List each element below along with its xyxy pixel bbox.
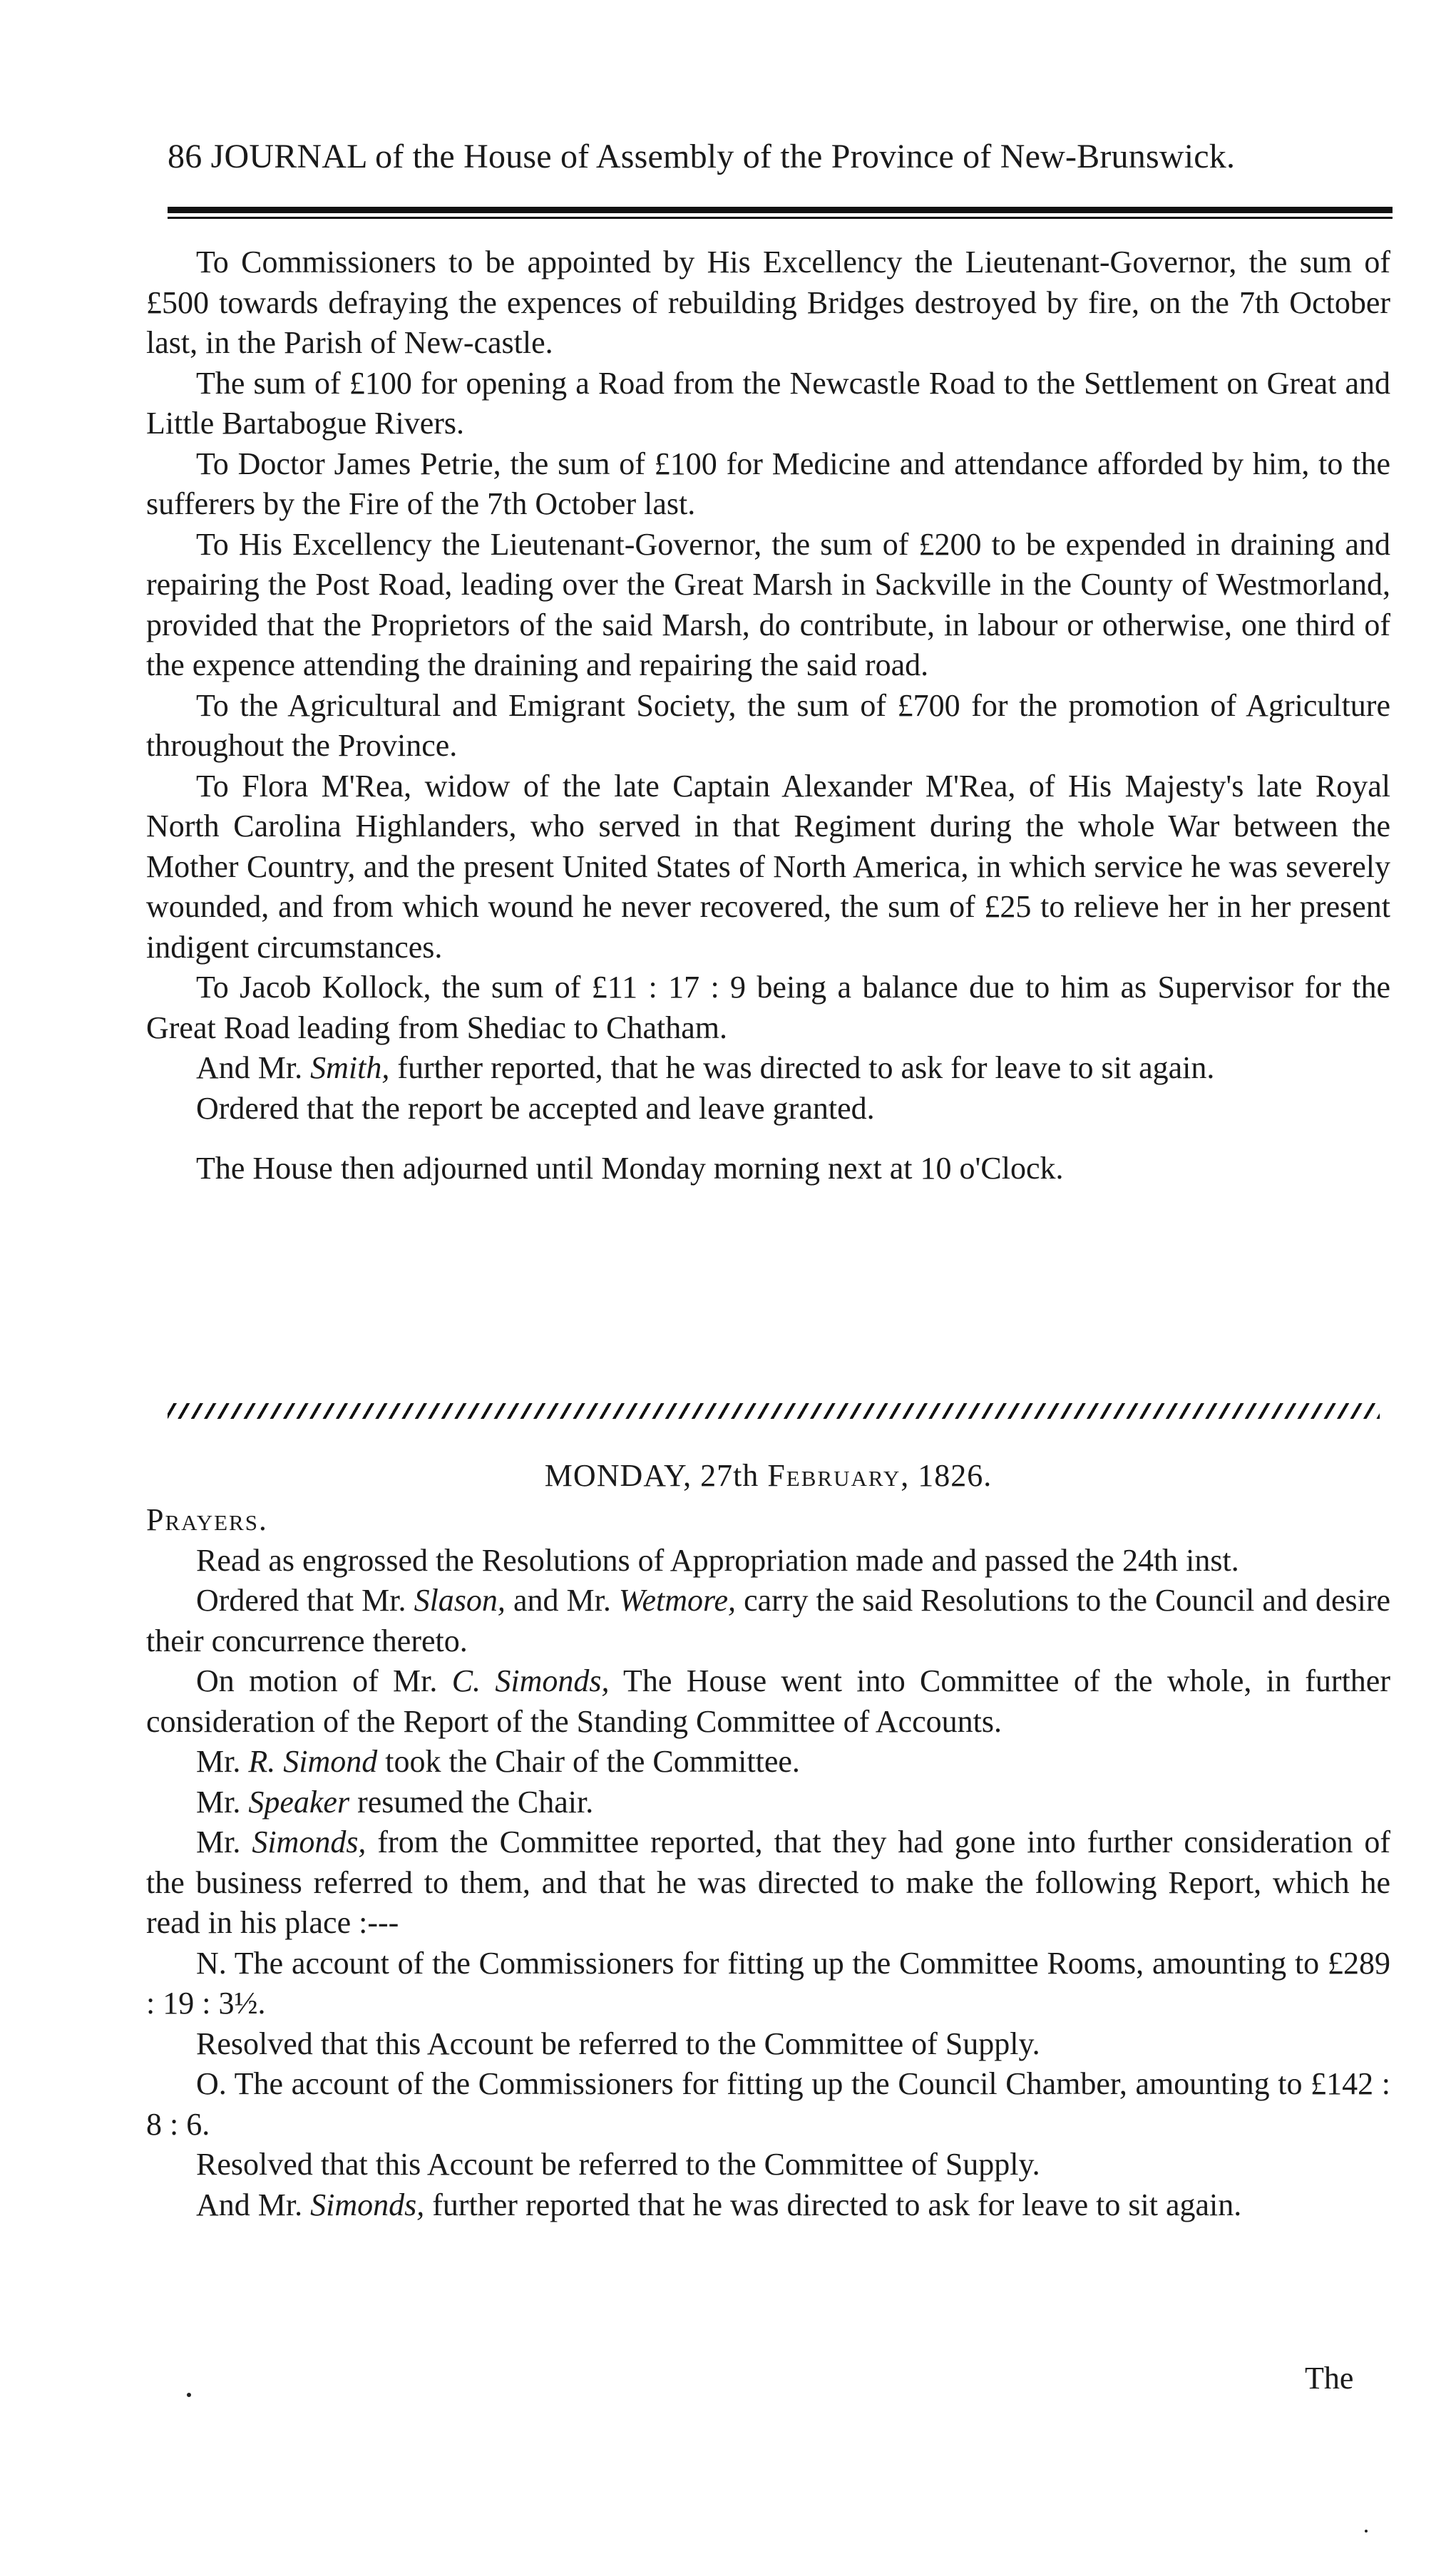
paragraph-post-road: To His Excellency the Lieutenant-Governor, the sum of £200 to be expended in draining and repairing the Post Road, leading over the Great Marsh in Sackville in the County of Westmorland, provided that the Proprietors of the said Marsh, do contribute, in labour or otherwise, one third of the expence attending the draining and repairing the said road. bbox=[146, 526, 1390, 682]
paragraph-doctor-petrie: To Doctor James Petrie, the sum of £100 for Medicine and attendance afforded by him, to the sufferers by the Fire of the 7th October last. bbox=[146, 446, 1390, 521]
member-name: Speaker bbox=[248, 1784, 350, 1820]
paragraph-ordered-accepted: Ordered that the report be accepted and leave granted. bbox=[196, 1090, 875, 1126]
paragraph-adjournment: The House then adjourned until Monday morning next at 10 o'Clock. bbox=[196, 1151, 1064, 1186]
member-name: Slason, bbox=[414, 1583, 506, 1618]
paragraph-chair: Mr. R. Simond took the Chair of the Committee. bbox=[196, 1744, 800, 1779]
catchword: The bbox=[1305, 2361, 1354, 2396]
paragraph-bartabogue-road: The sum of £100 for opening a Road from the Newcastle Road to the Settlement on Great and Little Bartabogue Rivers. bbox=[146, 365, 1390, 441]
paragraph-flora-mrea: To Flora M'Rea, widow of the late Captain Alexander M'Rea, of His Majesty's late Royal North Carolina Highlanders, who served in that Regiment during the whole War between the Mother Country, and the present United States of North America, in which service he was severely wounded, and from which wound he never recovered, the sum of £25 to relieve her in her present indigent circumstances. bbox=[146, 768, 1390, 965]
page-number: 86 bbox=[168, 138, 202, 175]
paragraph-motion: On motion of Mr. C. Simonds, The House went into Committee of the whole, in further consideration of the Report of the Standing Committee of Accounts. bbox=[146, 1663, 1390, 1739]
member-name: Simonds, bbox=[252, 1825, 366, 1859]
monday-proceedings bbox=[146, 1500, 1390, 2225]
date-heading: MONDAY, 27th February, 1826. bbox=[544, 1458, 993, 1493]
paragraph-read-engrossed: Read as engrossed the Resolutions of Appropriation made and passed the 24th inst. bbox=[196, 1542, 1239, 1578]
paragraph-item-o: O. The account of the Commissioners for fitting up the Council Chamber, amounting to £142 : 8 : 6. bbox=[146, 2066, 1390, 2142]
page-header bbox=[168, 135, 1394, 178]
ornamental-divider bbox=[168, 1403, 1380, 1419]
paragraph-bridges: To Commissioners to be appointed by His Excellency the Lieutenant-Governor, the sum of £500 towards defraying the expences of rebuilding Bridges destroyed by fire, on the 7th October last, in the Parish of New-castle. bbox=[146, 245, 1390, 360]
paragraph-jacob-kollock: To Jacob Kollock, the sum of £11 : 17 : 9 being a balance due to him as Supervisor for the Great Road leading from Shediac to Chatham. bbox=[146, 970, 1390, 1045]
ink-speck bbox=[187, 2393, 191, 2397]
paragraph-ordered-carry: Ordered that Mr. Slason, and Mr. Wetmore, carry the said Resolutions to the Council and desire their concurrence thereto. bbox=[146, 1583, 1390, 1658]
paragraph-speaker: Mr. Speaker resumed the Chair. bbox=[196, 1784, 594, 1820]
member-name: Smith, bbox=[310, 1050, 390, 1085]
running-title: JOURNAL of the House of Assembly of the Province of New-Brunswick. bbox=[210, 138, 1236, 175]
paragraph-resolved-o: Resolved that this Account be referred to the Committee of Supply. bbox=[196, 2147, 1040, 2182]
paragraph-smith-report: And Mr. Smith, further reported, that he was directed to ask for leave to sit again. bbox=[196, 1050, 1215, 1085]
paragraph-final-report: And Mr. Simonds, further reported that he was directed to ask for leave to sit again. bbox=[196, 2187, 1242, 2222]
member-name: Wetmore, bbox=[618, 1583, 737, 1618]
appropriations-section bbox=[146, 242, 1390, 1189]
member-name: C. Simonds, bbox=[451, 1663, 610, 1698]
member-name: Simonds, bbox=[310, 2187, 425, 2222]
ink-speck bbox=[1365, 2530, 1368, 2533]
header-rule-thin bbox=[168, 217, 1393, 219]
member-name: R. Simond bbox=[248, 1744, 378, 1779]
prayers-heading: Prayers. bbox=[146, 1502, 268, 1537]
paragraph-resolved-n: Resolved that this Account be referred to the Committee of Supply. bbox=[196, 2026, 1040, 2061]
paragraph-item-n: N. The account of the Commissioners for fitting up the Committee Rooms, amounting to £289 : 19 : 3½. bbox=[146, 1945, 1390, 2021]
header-rule-thick bbox=[168, 207, 1393, 213]
paragraph-simonds-report: Mr. Simonds, from the Committee reported, that they had gone into further consideration of the business referred to them, and that he was directed to make the following Report, which he read in his place :--- bbox=[146, 1825, 1390, 1940]
paragraph-agricultural-society: To the Agricultural and Emigrant Society, the sum of £700 for the promotion of Agriculture throughout the Province. bbox=[146, 687, 1390, 763]
